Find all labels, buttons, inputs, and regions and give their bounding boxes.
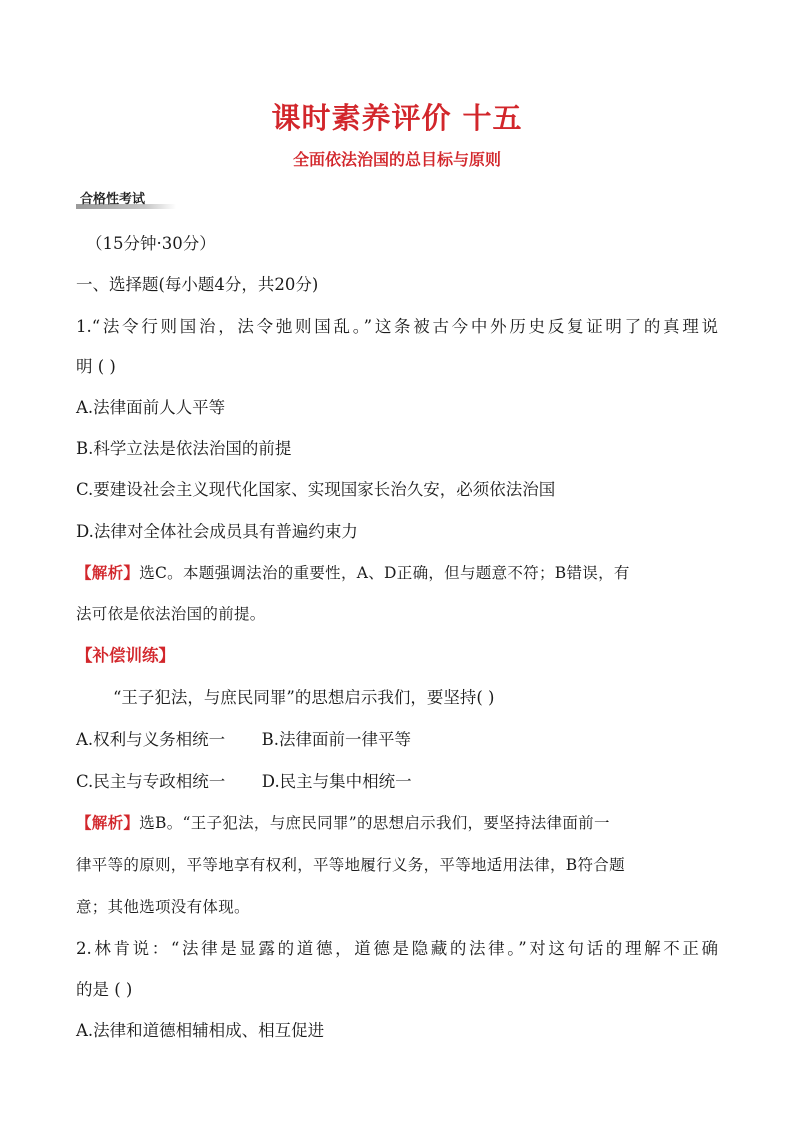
q2-stem-line2: 的是 ( ) bbox=[76, 980, 133, 999]
q2-option-a: A.法律和道德相辅相成、相互促进 bbox=[76, 1021, 325, 1040]
q1-option-b: B.科学立法是依法治国的前提 bbox=[76, 439, 292, 458]
supplement-analysis-line2: 律平等的原则，平等地享有权利，平等地履行义务，平等地适用法律，B符合题 bbox=[76, 856, 625, 874]
supplement-label-text: 【补偿训练】 bbox=[76, 646, 175, 665]
supplement-option-d: D.民主与集中相统一 bbox=[261, 772, 412, 791]
supplement-options-row1 bbox=[76, 728, 411, 752]
q1-option-a: A.法律面前人人平等 bbox=[76, 398, 226, 417]
q1-analysis-line2: 法可依是依法治国的前提。 bbox=[76, 605, 266, 623]
supplement-label bbox=[76, 644, 175, 668]
q1-analysis-text1: 选C。本题强调法治的重要性，A、D正确，但与题意不符；B错误，有 bbox=[139, 564, 630, 582]
time-score-note: （15分钟·30分） bbox=[86, 234, 216, 253]
supplement-stem: “王子犯法，与庶民同罪”的思想启示我们，要坚持( ) bbox=[113, 688, 495, 707]
supplement-options-row2 bbox=[76, 770, 412, 794]
section-tag-label: 合格性考试 bbox=[80, 192, 146, 207]
page-subtitle: 全面依法治国的总目标与原则 bbox=[292, 150, 501, 169]
q1-option-d: D.法律对全体社会成员具有普遍约束力 bbox=[76, 522, 358, 541]
supplement-analysis-text1: 选B。“王子犯法，与庶民同罪”的思想启示我们，要坚持法律面前一 bbox=[139, 814, 610, 832]
q1-analysis-line1 bbox=[76, 561, 630, 585]
part-heading: 一、选择题(每小题4分，共20分) bbox=[76, 275, 319, 294]
supplement-option-b: B.法律面前一律平等 bbox=[261, 730, 412, 749]
page-title: 课时素养评价 十五 bbox=[271, 101, 523, 135]
q2-stem-line1: 2.林肯说：“法律是显露的道德，道德是隐藏的法律。”对这句话的理解不正确 bbox=[76, 939, 718, 958]
supplement-analysis-line1 bbox=[76, 811, 610, 835]
supplement-option-c: C.民主与专政相统一 bbox=[76, 772, 226, 791]
q1-option-c: C.要建设社会主义现代化国家、实现国家长治久安，必须依法治国 bbox=[76, 480, 556, 499]
q1-stem-line2: 明 ( ) bbox=[76, 357, 116, 376]
q1-analysis-label: 【解析】 bbox=[76, 564, 140, 582]
section-tag bbox=[76, 192, 176, 208]
supplement-option-a: A.权利与义务相统一 bbox=[76, 730, 226, 749]
supplement-analysis-label: 【解析】 bbox=[76, 814, 140, 832]
q1-stem-line1: 1.“法令行则国治，法令弛则国乱。”这条被古今中外历史反复证明了的真理说 bbox=[76, 317, 718, 336]
supplement-analysis-line3: 意；其他选项没有体现。 bbox=[76, 898, 250, 916]
